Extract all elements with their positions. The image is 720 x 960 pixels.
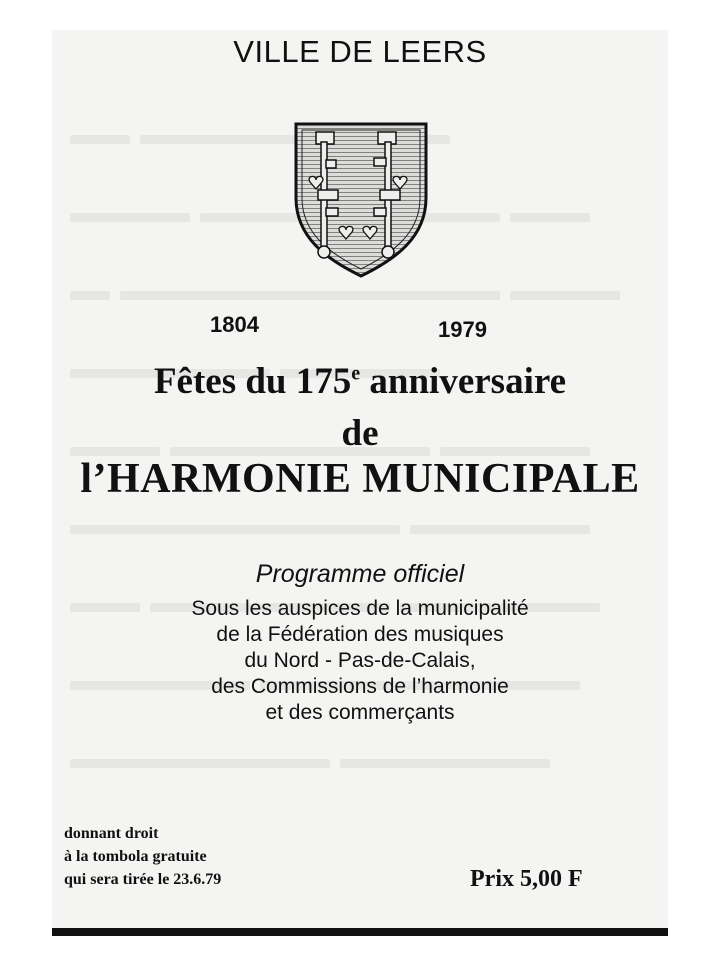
ordinal-suffix: e xyxy=(351,362,361,385)
title-line-1-main: Fêtes du 175 xyxy=(153,361,352,402)
tombola-line: à la tombola gratuite xyxy=(64,848,207,865)
page-bottom-edge xyxy=(52,928,668,936)
title-line-1-rest: anniversaire xyxy=(360,361,567,402)
tombola-notice xyxy=(64,822,221,891)
auspices-line: Sous les auspices de la municipalité xyxy=(191,597,529,620)
auspices-line: et des commerçants xyxy=(265,701,455,724)
tombola-line: donnant droit xyxy=(64,825,159,842)
town-heading: VILLE DE LEERS xyxy=(233,34,487,69)
tombola-line: qui sera tirée le 23.6.79 xyxy=(64,871,222,888)
auspices-line: de la Fédération des musiques xyxy=(216,623,504,646)
title-line-2: de xyxy=(341,413,379,454)
title-line-1 xyxy=(0,360,720,403)
price-label: Prix 5,00 F xyxy=(470,866,583,892)
end-year: 1979 xyxy=(438,317,487,342)
auspices-block xyxy=(0,596,720,726)
auspices-line: des Commissions de l’harmonie xyxy=(211,675,509,698)
coat-of-arms-icon xyxy=(290,120,432,280)
start-year: 1804 xyxy=(210,312,259,337)
auspices-line: du Nord - Pas-de-Calais, xyxy=(244,649,476,672)
title-line-3: l’HARMONIE MUNICIPALE xyxy=(80,456,640,502)
programme-subtitle: Programme officiel xyxy=(255,560,465,588)
